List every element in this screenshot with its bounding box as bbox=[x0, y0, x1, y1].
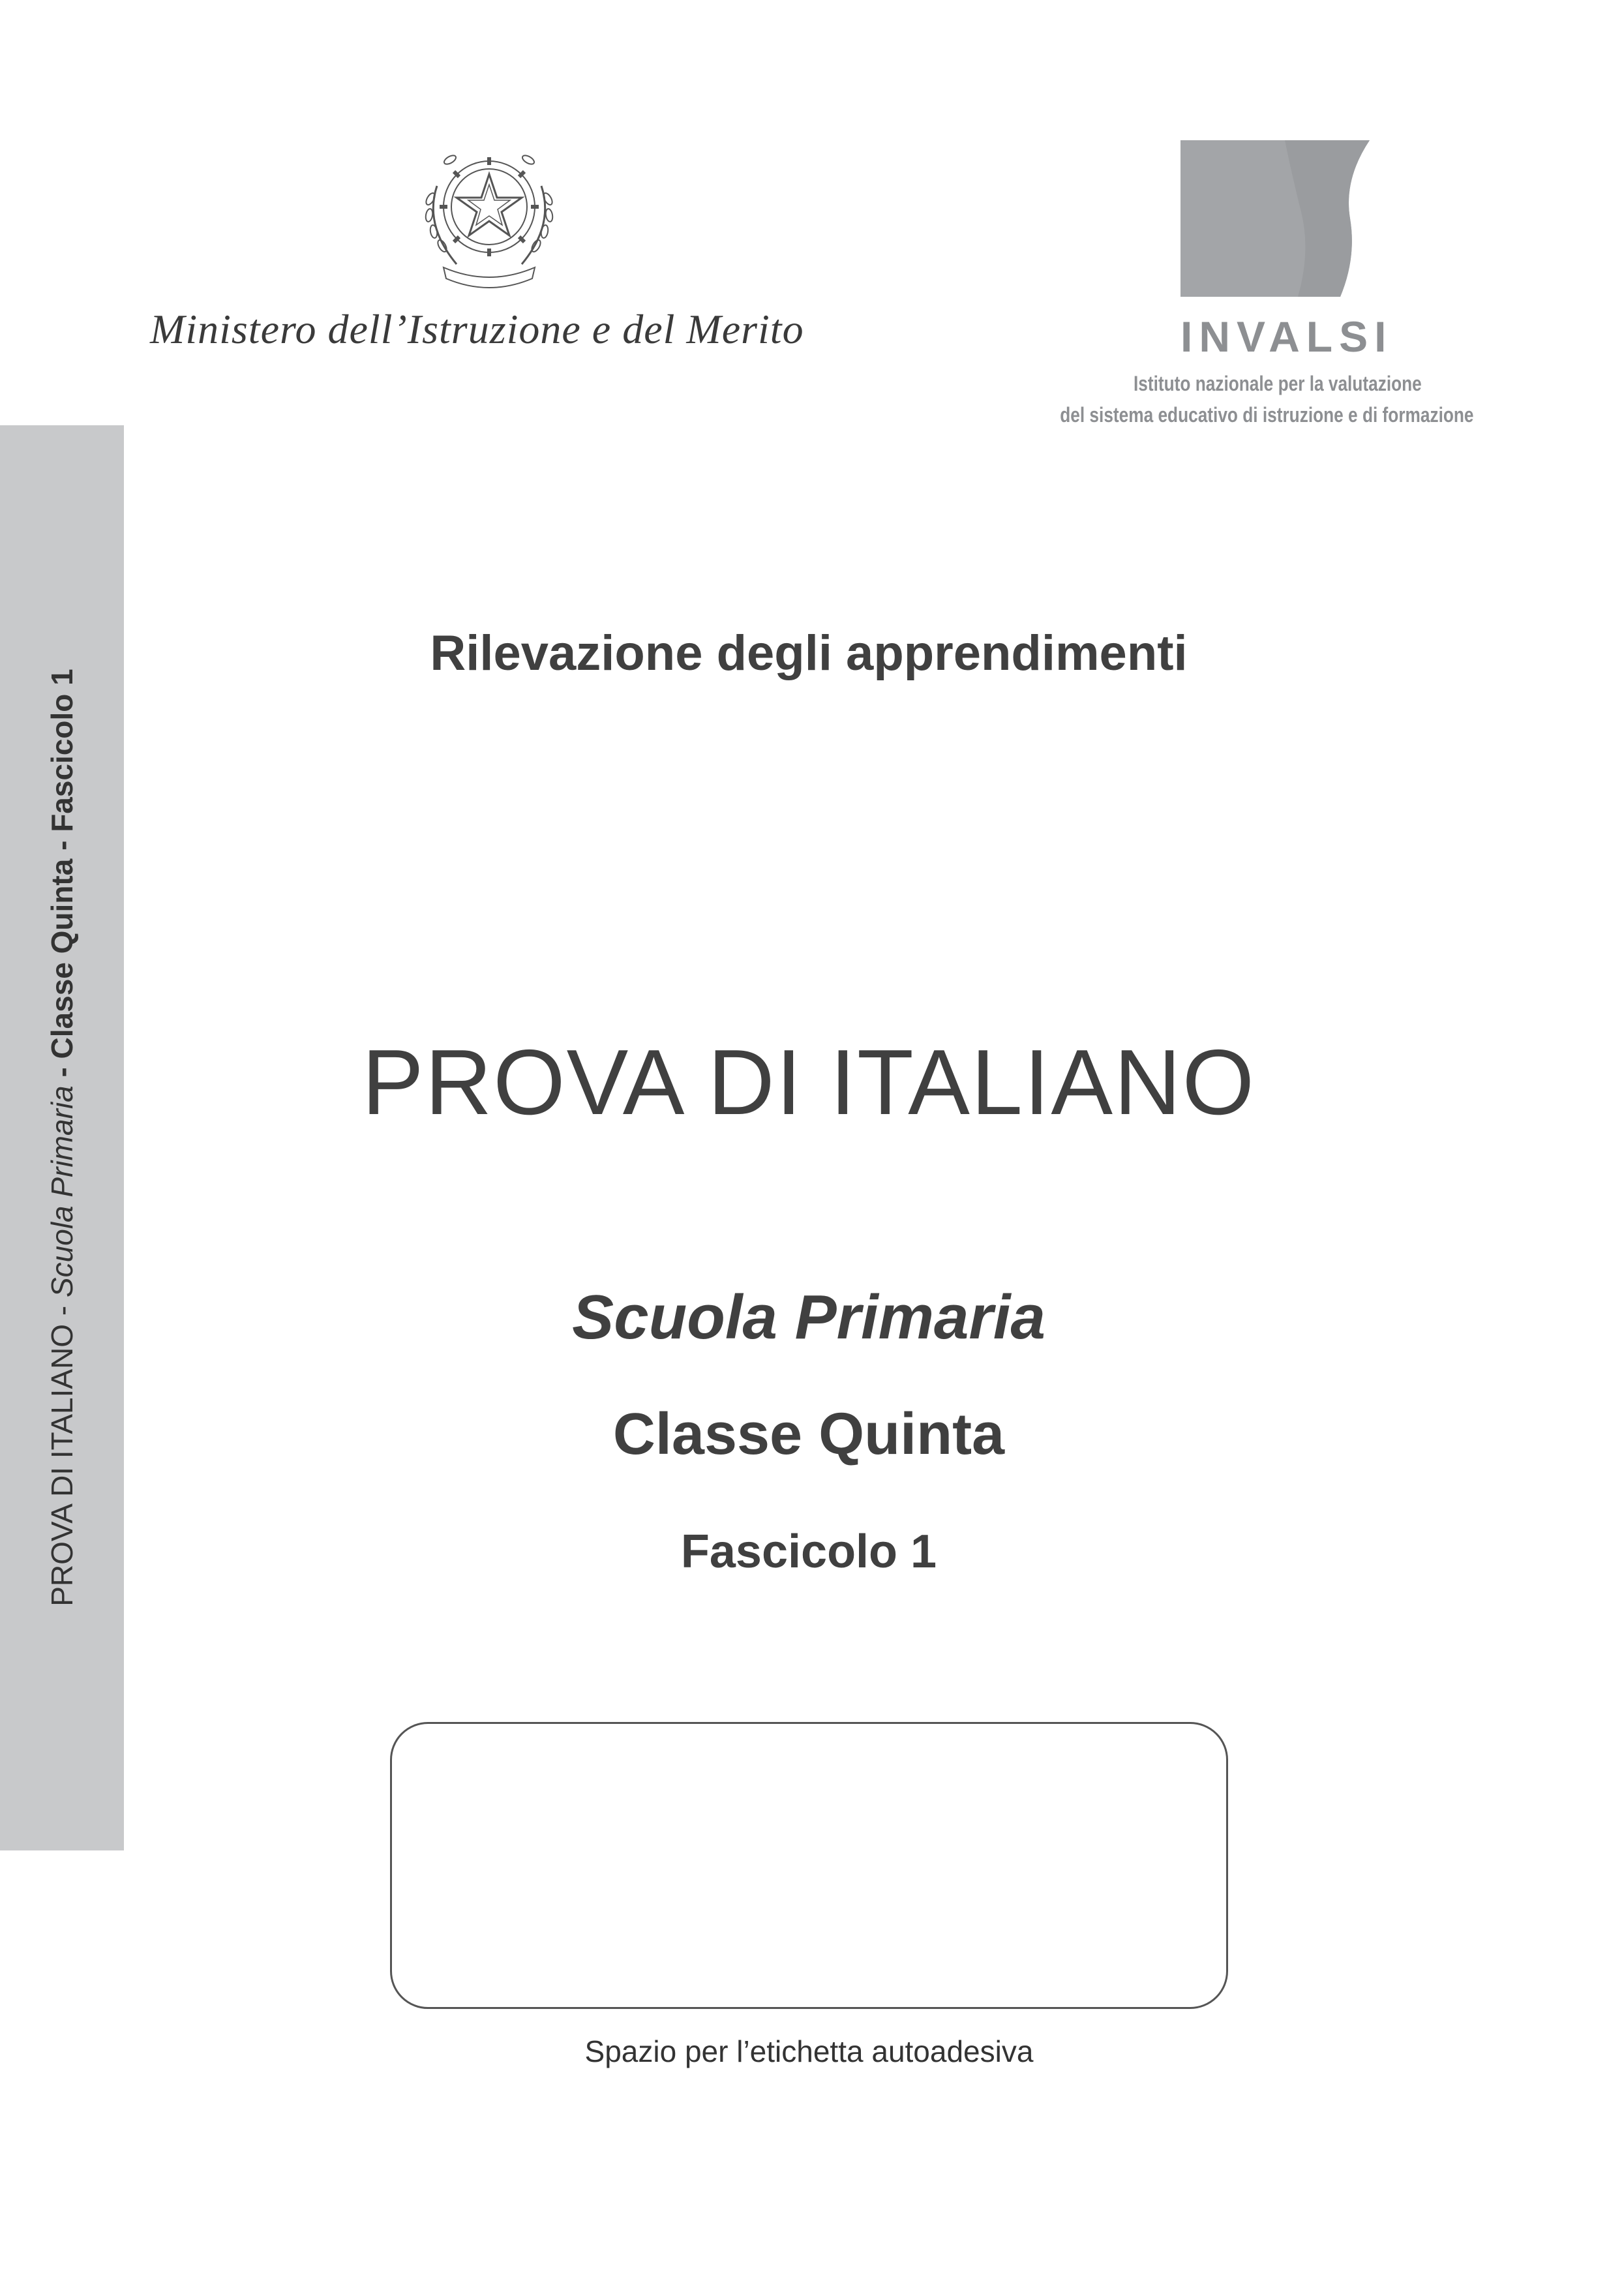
invalsi-flag-logo-icon bbox=[1180, 140, 1370, 297]
class-level-title: Classe Quinta bbox=[612, 1402, 1005, 1467]
side-band bbox=[0, 425, 124, 1850]
sticker-caption: Spazio per l’etichetta autoadesiva bbox=[584, 2034, 1034, 2068]
survey-title: Rilevazione degli apprendimenti bbox=[430, 626, 1188, 681]
exam-title: PROVA DI ITALIANO bbox=[361, 1031, 1256, 1134]
side-class-booklet: - Classe Quinta - Fascicolo 1 bbox=[45, 669, 79, 1086]
side-exam-title: PROVA DI ITALIANO - bbox=[45, 1297, 79, 1607]
invalsi-subtitle-line-2: del sistema educativo di istruzione e di formazione bbox=[1060, 403, 1474, 427]
sticker-box bbox=[390, 1722, 1228, 2009]
school-level-title: Scuola Primaria bbox=[572, 1282, 1045, 1352]
side-band-text bbox=[44, 669, 80, 1607]
invalsi-subtitle-line-1: Istituto nazionale per la valutazione bbox=[1134, 372, 1422, 395]
italian-republic-emblem-icon bbox=[411, 134, 567, 290]
invalsi-wordmark: INVALSI bbox=[1180, 312, 1393, 361]
booklet-title: Fascicolo 1 bbox=[680, 1526, 937, 1578]
side-school-level: Scuola Primaria bbox=[45, 1085, 79, 1298]
ministry-caption: Ministero dell’Istruzione e del Merito bbox=[150, 306, 804, 352]
